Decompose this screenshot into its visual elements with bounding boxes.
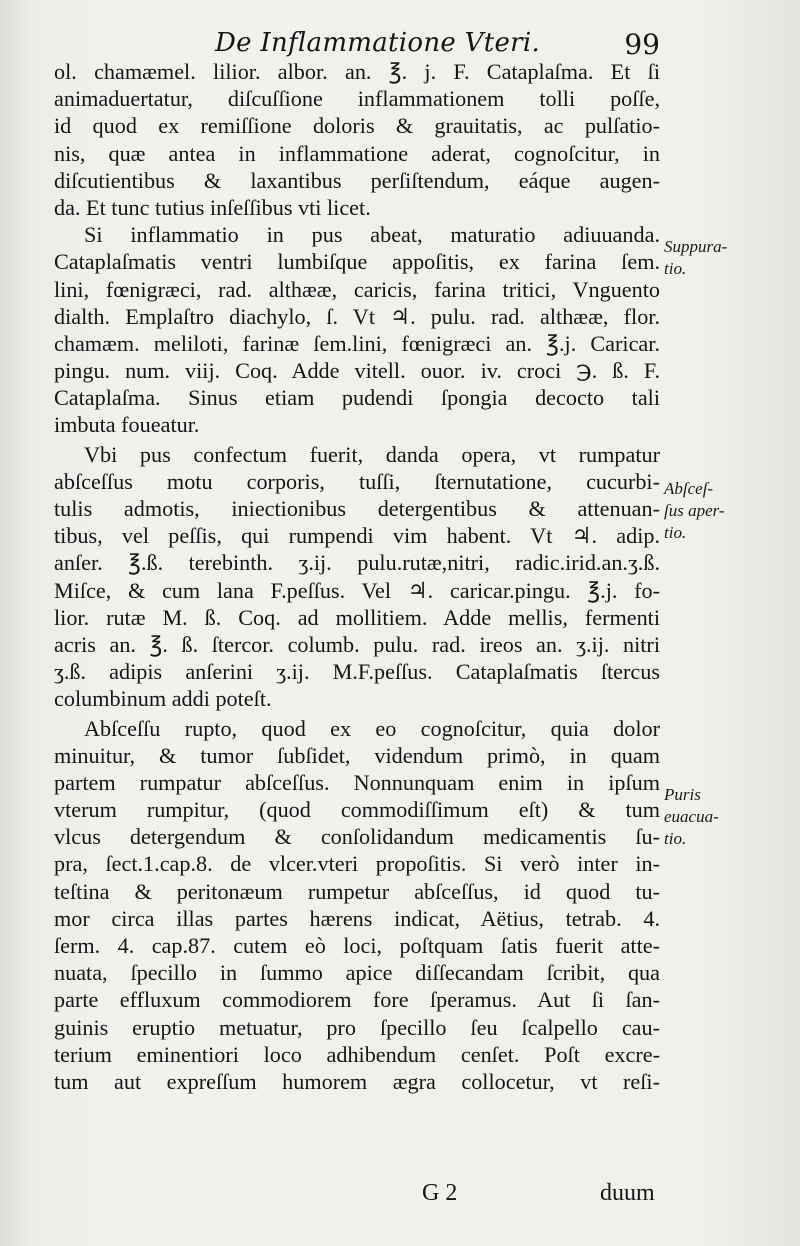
text-line: ʒ.ß. adipis anſerini ʒ.ij. M.F.peſſus. Cataplaſmatis ſtercus [54, 659, 660, 685]
text-line: vlcus detergendum & conſolidandum medicamentis ſu- [54, 824, 660, 850]
paragraph-start-line: Vbi pus confectum fuerit, danda opera, vt rumpatur [84, 441, 660, 467]
text-line: Miſce, & cum lana F.peſſus. Vel ♃. caricar.pingu. ℥.j. fo- [54, 577, 660, 603]
text-line: ol. chamæmel. lilior. albor. an. ℥. j. F. Cataplaſma. Et ſi [54, 59, 660, 84]
margin-note-line: tio. [664, 523, 687, 542]
page-number: 99 [624, 28, 660, 61]
text-line: Cataplaſmatis ventri lumbiſque appoſitis, ex farina ſem. [54, 249, 660, 275]
text-line: pra, ſect.1.cap.8. de vlcer.vteri propoſitis. Si verò inter in- [54, 851, 660, 877]
text-line: acris an. ℥. ß. ſtercor. columb. pulu. rad. ireos an. ʒ.ij. nitri [54, 631, 660, 657]
paragraph-start-line: Si inflammatio in pus abeat, maturatio adiuuanda. [84, 222, 660, 248]
margin-note-line: tio. [664, 829, 687, 848]
text-line: diſcutientibus & laxantibus perſiſtendum, eáque augen- [54, 167, 660, 193]
text-line: partem rumpatur abſceſſus. Nonnunquam enim in ipſum [54, 769, 660, 795]
text-line: lior. rutæ M. ß. Coq. ad mollitiem. Adde mellis, fermenti [54, 604, 660, 630]
margin-note-suppuratio [664, 236, 800, 280]
margin-note-abscessus [664, 478, 800, 544]
text-line: Cataplaſma. Sinus etiam pudendi ſpongia decocto tali [54, 385, 660, 411]
text-line: tum aut expreſſum humorem ægra collocetur, vt reſi- [54, 1068, 660, 1094]
running-title: De Inflammatione Vteri. [215, 28, 541, 58]
text-line: lini, fœnigræci, rad. althææ, caricis, farina tritici, Vnguento [54, 276, 660, 302]
catchword: duum [600, 1180, 655, 1206]
text-line: dialth. Emplaſtro diachylo, ſ. Vt ♃. pulu. rad. althææ, flor. [54, 303, 660, 329]
text-line: terium eminentiori loco adhibendum cenſet. Poſt excre- [54, 1041, 660, 1067]
text-line: chamæm. meliloti, farinæ ſem.lini, fœnigræci an. ℥.j. Caricar. [54, 330, 660, 356]
text-line: teſtina & peritonæum rumpetur abſceſſus, id quod tu- [54, 878, 660, 904]
margin-note-line: Suppura- [664, 237, 728, 256]
text-line: id quod ex remiſſione doloris & grauitatis, ac pulſatio- [54, 113, 660, 139]
text-line: minuitur, & tumor ſubſidet, videndum primò, in quam [54, 742, 660, 768]
text-line: parte effluxum commodiorem fore ſperamus. Aut ſi ſan- [54, 987, 660, 1013]
text-line: mor circa illas partes hærens indicat, Aëtius, tetrab. 4. [54, 905, 660, 931]
text-line: guinis eruptio metuatur, pro ſpecillo ſeu ſcalpello cau- [54, 1014, 660, 1040]
text-line: ſerm. 4. cap.87. cutem eò loci, poſtquam ſatis fuerit atte- [54, 933, 660, 958]
margin-note-line: Puris [664, 785, 701, 804]
text-line: tulis admotis, iniectionibus detergentibus & attenuan- [54, 496, 660, 521]
text-line: animaduertatur, diſcuſſione inflammationem tolli poſſe, [54, 86, 660, 112]
text-block [54, 58, 660, 1095]
text-line: anſer. ℥.ß. terebinth. ʒ.ij. pulu.rutæ,nitri, radic.irid.an.ʒ.ß. [54, 550, 660, 576]
page-footer [0, 1180, 800, 1216]
margin-note-line: Abſceſ- [664, 479, 714, 498]
signature-mark: G 2 [422, 1180, 458, 1206]
text-line: abſceſſus motu corporis, tuſſi, ſternutatione, cucurbi- [54, 468, 660, 494]
margin-note-line: tio. [664, 259, 687, 278]
text-line: tibus, vel peſſis, qui rumpendi vim habent. Vt ♃. adip. [54, 523, 660, 549]
margin-note-puris [664, 784, 800, 850]
text-line: vterum rumpitur, (quod commodiſſimum eſt) & tum [54, 797, 660, 823]
text-line: da. Et tunc tutius inſeſſibus vti licet. [54, 194, 371, 220]
paragraph-start-line: Abſceſſu rupto, quod ex eo cognoſcitur, quia dolor [84, 715, 660, 741]
margin-note-line: ſus aper- [664, 501, 725, 520]
text-line: imbuta foueatur. [54, 412, 200, 438]
text-line: pingu. num. viij. Coq. Adde vitell. ouor. iv. croci ℈. ß. F. [54, 358, 660, 384]
margin-note-line: euacua- [664, 807, 719, 826]
text-line: columbinum addi poteſt. [54, 686, 272, 712]
text-line: nis, quæ antea in inflammatione aderat, cognoſcitur, in [54, 140, 660, 166]
text-line: nuata, ſpecillo in ſummo apice diſſecandam ſcribit, qua [54, 960, 660, 986]
